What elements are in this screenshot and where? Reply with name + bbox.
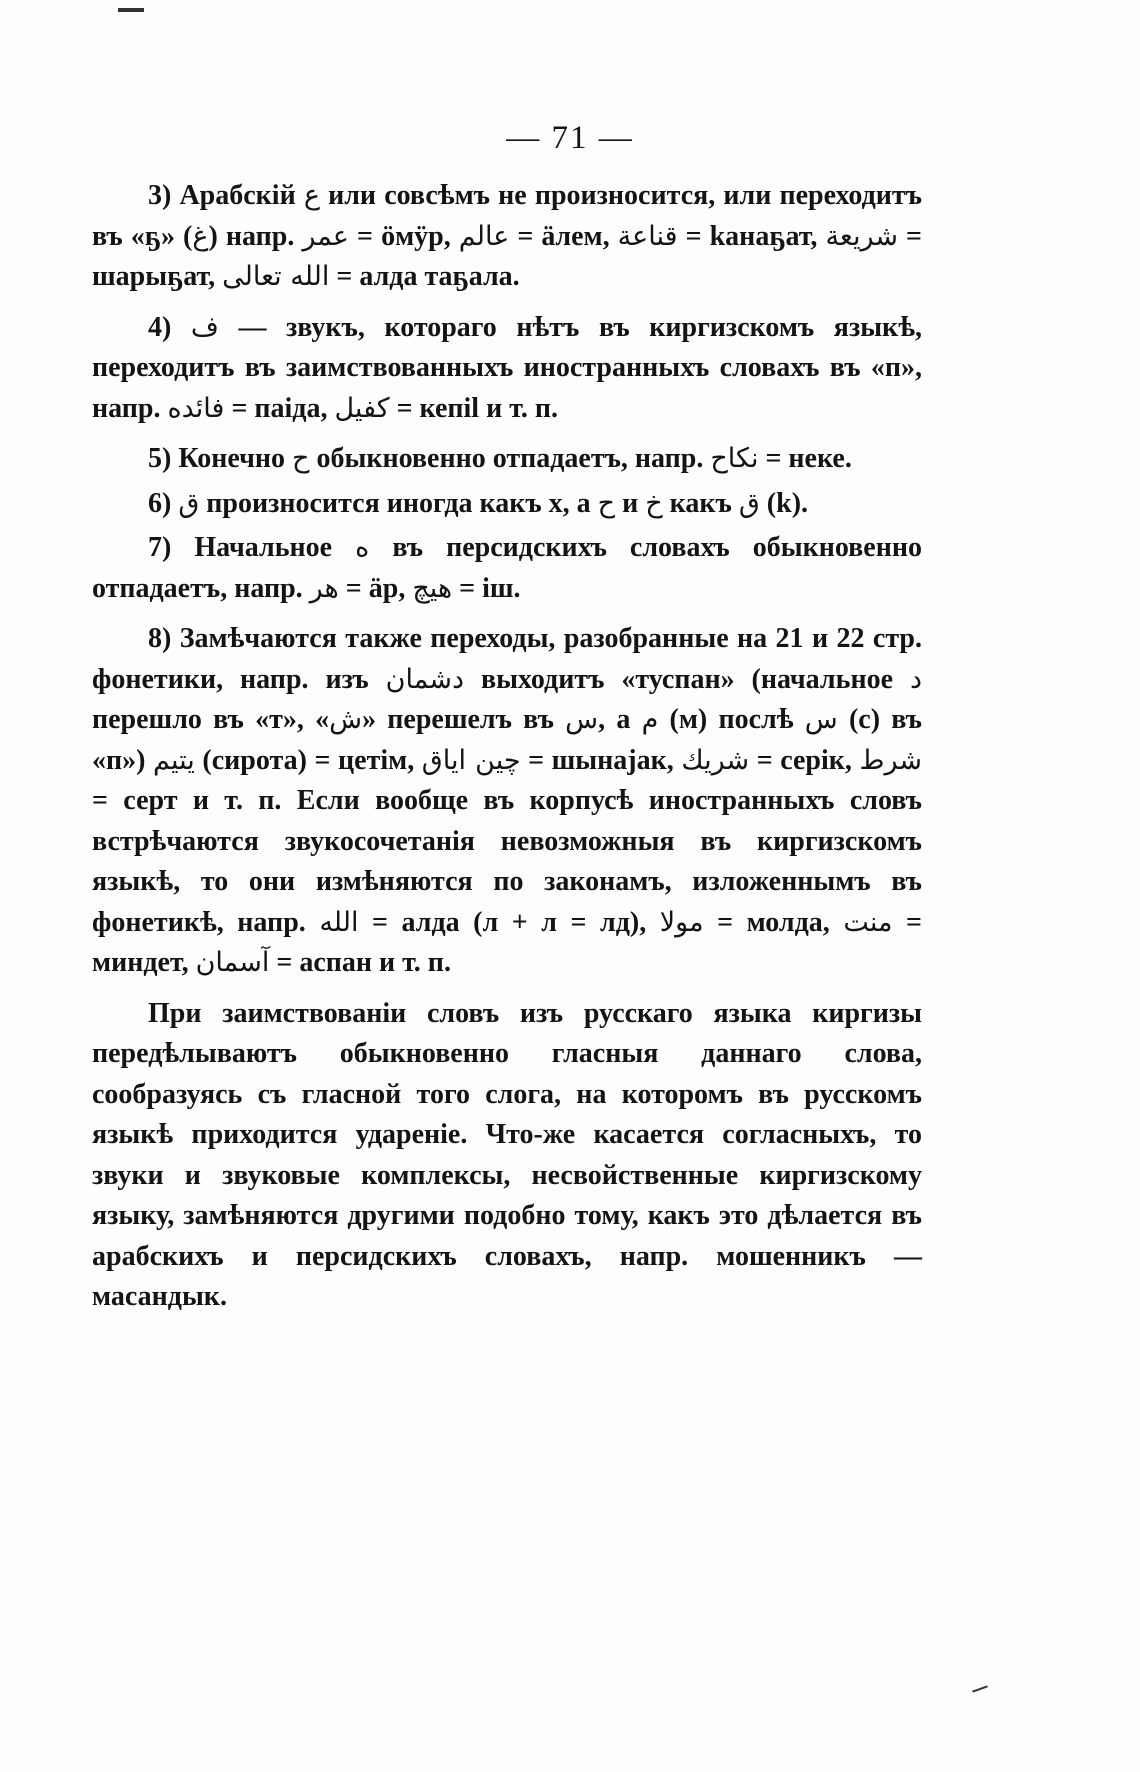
body-text: [92, 176, 922, 1328]
text-run: = ӓр,: [338, 572, 413, 604]
text-run: какъ: [662, 487, 739, 519]
arabic-word: غ: [192, 220, 209, 252]
scan-speck: [118, 8, 144, 12]
text-run: обыкновенно отпадаетъ, напр.: [309, 443, 711, 474]
text-run: перешло въ «т», «: [92, 704, 330, 735]
text-run: = шарыҕат,: [92, 220, 923, 292]
arabic-word: كفيل: [334, 392, 390, 424]
paragraph-8: [92, 619, 922, 984]
text-run: или совсѣмъ не произносится, или переходитъ въ «ҕ» (: [92, 180, 922, 252]
text-run: 4): [148, 311, 191, 343]
text-run: » перешелъ въ: [362, 704, 566, 735]
text-run: = паіда,: [224, 392, 335, 424]
text-run: ) напр.: [208, 220, 303, 252]
arabic-word: م: [641, 704, 659, 735]
arabic-word: دشمان: [385, 663, 464, 695]
arabic-word: ف: [190, 311, 219, 343]
text-run: выходитъ «туспан» (начальное: [463, 663, 910, 695]
arabic-word: س: [804, 704, 838, 735]
arabic-word: منت: [843, 906, 893, 938]
text-run: При заимствованіи словъ изъ русскаго языка киргизы передѣлываютъ обыкновенно гласныя даннаго слова, сообразуясь съ гласной того слога, на которомъ въ русскомъ языкѣ приходится удареніе. Что-же касается согласныхъ, то звуки и звуковые комплексы, несвойственные киргизскому языку, замѣняются другими подобно тому, какъ это дѣлается въ арабскихъ и персидскихъ словахъ, напр. мошенникъ — масандык.: [92, 997, 922, 1312]
arabic-word: شرط: [859, 744, 923, 776]
arabic-word: ه: [355, 532, 370, 563]
arabic-word: ح: [292, 443, 310, 474]
arabic-word: الله تعالى: [222, 261, 330, 292]
arabic-word: عمر: [302, 220, 349, 252]
arabic-word: عالم: [458, 220, 510, 252]
text-run: 3) Арабскій: [148, 180, 304, 211]
text-run: = ӧмӱр,: [349, 220, 459, 252]
arabic-word: فائده: [167, 392, 225, 424]
text-run: (сирота) = цетім,: [194, 744, 422, 776]
text-run: (м) послѣ: [658, 704, 805, 735]
arabic-word: شريك: [681, 744, 750, 776]
paragraph-borrowings: [92, 994, 922, 1318]
text-run: произносится иногда какъ х, а: [199, 487, 598, 519]
arabic-word: ق: [178, 487, 200, 519]
arabic-word: الله: [319, 906, 359, 938]
arabic-word: س: [565, 704, 599, 735]
text-run: въ персидскихъ словахъ обыкновенно отпадаетъ, напр.: [92, 532, 922, 604]
text-run: = алда (л + л = лд),: [358, 906, 660, 938]
paragraph-4: [92, 308, 922, 430]
text-run: и: [615, 487, 646, 519]
text-run: = іш.: [452, 572, 521, 604]
text-run: = аспан и т. п.: [269, 947, 451, 978]
text-run: = кепіl и т. п.: [389, 392, 559, 424]
text-run: = ӓлем,: [509, 220, 618, 252]
text-run: = миндет,: [92, 906, 922, 978]
paragraph-6: [92, 484, 922, 525]
text-run: = неке.: [758, 443, 852, 474]
text-run: = молда,: [703, 906, 844, 938]
arabic-word: هيچ: [412, 572, 453, 604]
arabic-word: ش: [329, 704, 363, 735]
arabic-word: نكاح: [710, 443, 759, 474]
text-run: = алда таҕала.: [329, 261, 520, 292]
text-run: , а: [598, 704, 642, 735]
arabic-word: شريعة: [825, 220, 898, 252]
text-run: = серт и т. п. Если вообще въ корпусѣ иностранныхъ словъ встрѣчаются звукосочетанія невозможныя въ киргизскомъ языкѣ, то они измѣняются по законамъ, изложеннымъ въ фонетикѣ, напр.: [92, 785, 922, 938]
arabic-word: ح: [597, 487, 616, 519]
arabic-word: ق: [738, 487, 760, 519]
paragraph-3: [92, 176, 922, 298]
arabic-word: چين اياق: [421, 744, 521, 776]
arabic-word: قناعة: [617, 220, 678, 252]
text-run: 7) Начальное: [148, 532, 356, 563]
page-number: — 71 —: [506, 120, 634, 156]
text-run: = шынаjак,: [520, 744, 682, 776]
paragraph-7: [92, 528, 922, 609]
scan-speck: [972, 1685, 988, 1692]
arabic-word: هر: [309, 572, 339, 604]
text-run: = серік,: [749, 744, 860, 776]
arabic-word: د: [909, 663, 922, 695]
text-run: (с) въ «п»): [92, 704, 923, 776]
text-run: 6): [148, 487, 179, 519]
paragraph-5: [92, 439, 922, 480]
arabic-word: مولا: [659, 906, 704, 938]
arabic-word: يتيم: [153, 744, 195, 776]
arabic-word: آسمان: [195, 947, 270, 978]
arabic-word: ع: [303, 180, 320, 211]
text-run: (k).: [759, 487, 809, 519]
text-run: 5) Конечно: [148, 443, 293, 474]
text-run: = kанаҕат,: [677, 220, 826, 252]
arabic-word: خ: [645, 487, 663, 519]
text-run: 8) Замѣчаются также переходы, разобранные на 21 и 22 стр. фонетики, напр. изъ: [92, 623, 922, 695]
text-run: — звукъ, котораго нѣтъ въ киргизскомъ языкѣ, переходитъ въ заимствованныхъ иностранныхъ словахъ въ «п», напр.: [92, 311, 922, 424]
